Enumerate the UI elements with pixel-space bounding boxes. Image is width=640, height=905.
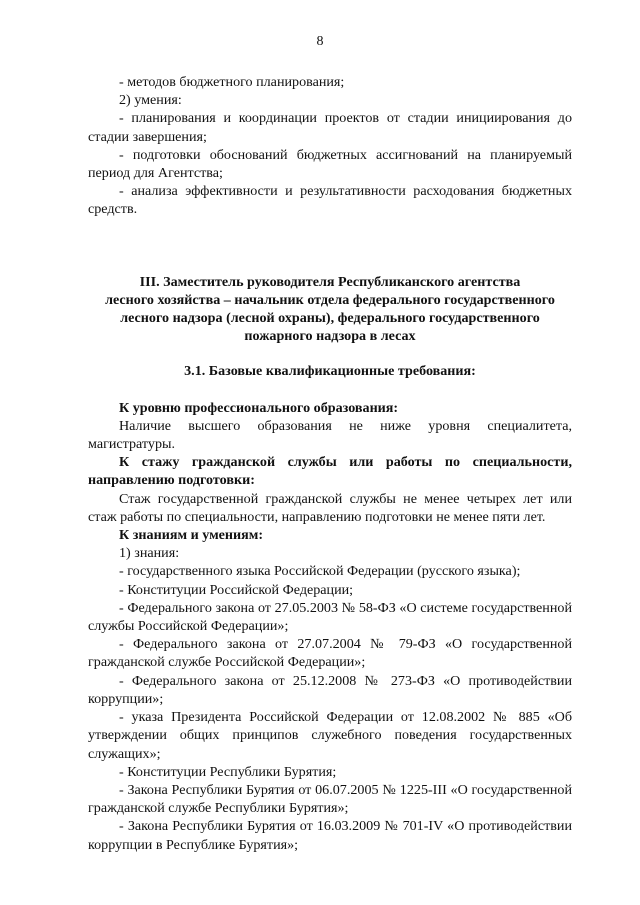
experience-text: Стаж государственной гражданской службы не менее четырех лет или стаж работы по специальности, направлению подготовки не менее пяти лет. [88,490,572,525]
experience-heading: К стажу гражданской службы или работы по специальности, направлению подготовки: [88,454,572,489]
section-heading-line: лесного надзора (лесной охраны), федерального государственного [120,310,540,327]
list-item: - планирования и координации проектов от стадии инициирования до стадии завершения; [88,110,572,145]
list-item: - Конституции Республики Бурятия; [119,763,337,780]
subsection-heading: 3.1. Базовые квалификационные требования: [184,363,476,380]
list-item: - Федерального закона от 27.05.2003 № 58-ФЗ «О системе государственной службы Российской Федерации»; [88,599,572,635]
list-item: - методов бюджетного планирования; [119,74,345,90]
knowledge-requirements [88,526,572,854]
list-item: - указа Президента Российской Федерации от 12.08.2002 № 885 «Об утверждении общих принципов служебного поведения государственных служащих»; [88,709,572,762]
experience-requirements [88,453,572,526]
section-heading-line: пожарного надзора в лесах [244,328,416,345]
list-item: - Закона Республики Бурятия от 16.03.2009 № 701-IV «О противодействии коррупции в Республике Бурятия»; [88,818,572,853]
education-requirements [88,399,572,454]
list-item: - государственного языка Российской Федерации (русского языка); [119,563,521,580]
list-item: - Закона Республики Бурятия от 06.07.2005 № 1225-III «О государственной гражданской службе Республики Бурятия»; [88,781,572,817]
education-text: Наличие высшего образования не ниже уровня специалитета, магистратуры. [88,417,572,453]
list-item: - Конституции Российской Федерации; [119,581,354,598]
document-body [88,73,572,854]
list-item: - анализа эффективности и результативности расходования бюджетных средств. [88,183,572,218]
list-item: - подготовки обоснований бюджетных ассигнований на планируемый период для Агентства; [88,146,572,182]
knowledge-heading: К знаниям и умениям: [119,527,264,544]
section-heading [88,273,572,346]
section-heading-line: лесного хозяйства – начальник отдела федерального государственного [105,291,555,308]
list-item: 2) умения: [119,92,182,109]
list-item: - Федерального закона от 25.12.2008 № 273-ФЗ «О противодействии коррупции»; [88,672,572,707]
list-item: 1) знания: [119,545,180,562]
education-heading: К уровню профессионального образования: [119,399,399,416]
intro-list [88,73,572,219]
section-heading-line: III. Заместитель руководителя Республиканского агентства [139,273,521,290]
list-item: - Федерального закона от 27.07.2004 № 79-ФЗ «О государственной гражданской службе Российской Федерации»; [88,636,572,671]
page-number: 8 [316,34,324,49]
